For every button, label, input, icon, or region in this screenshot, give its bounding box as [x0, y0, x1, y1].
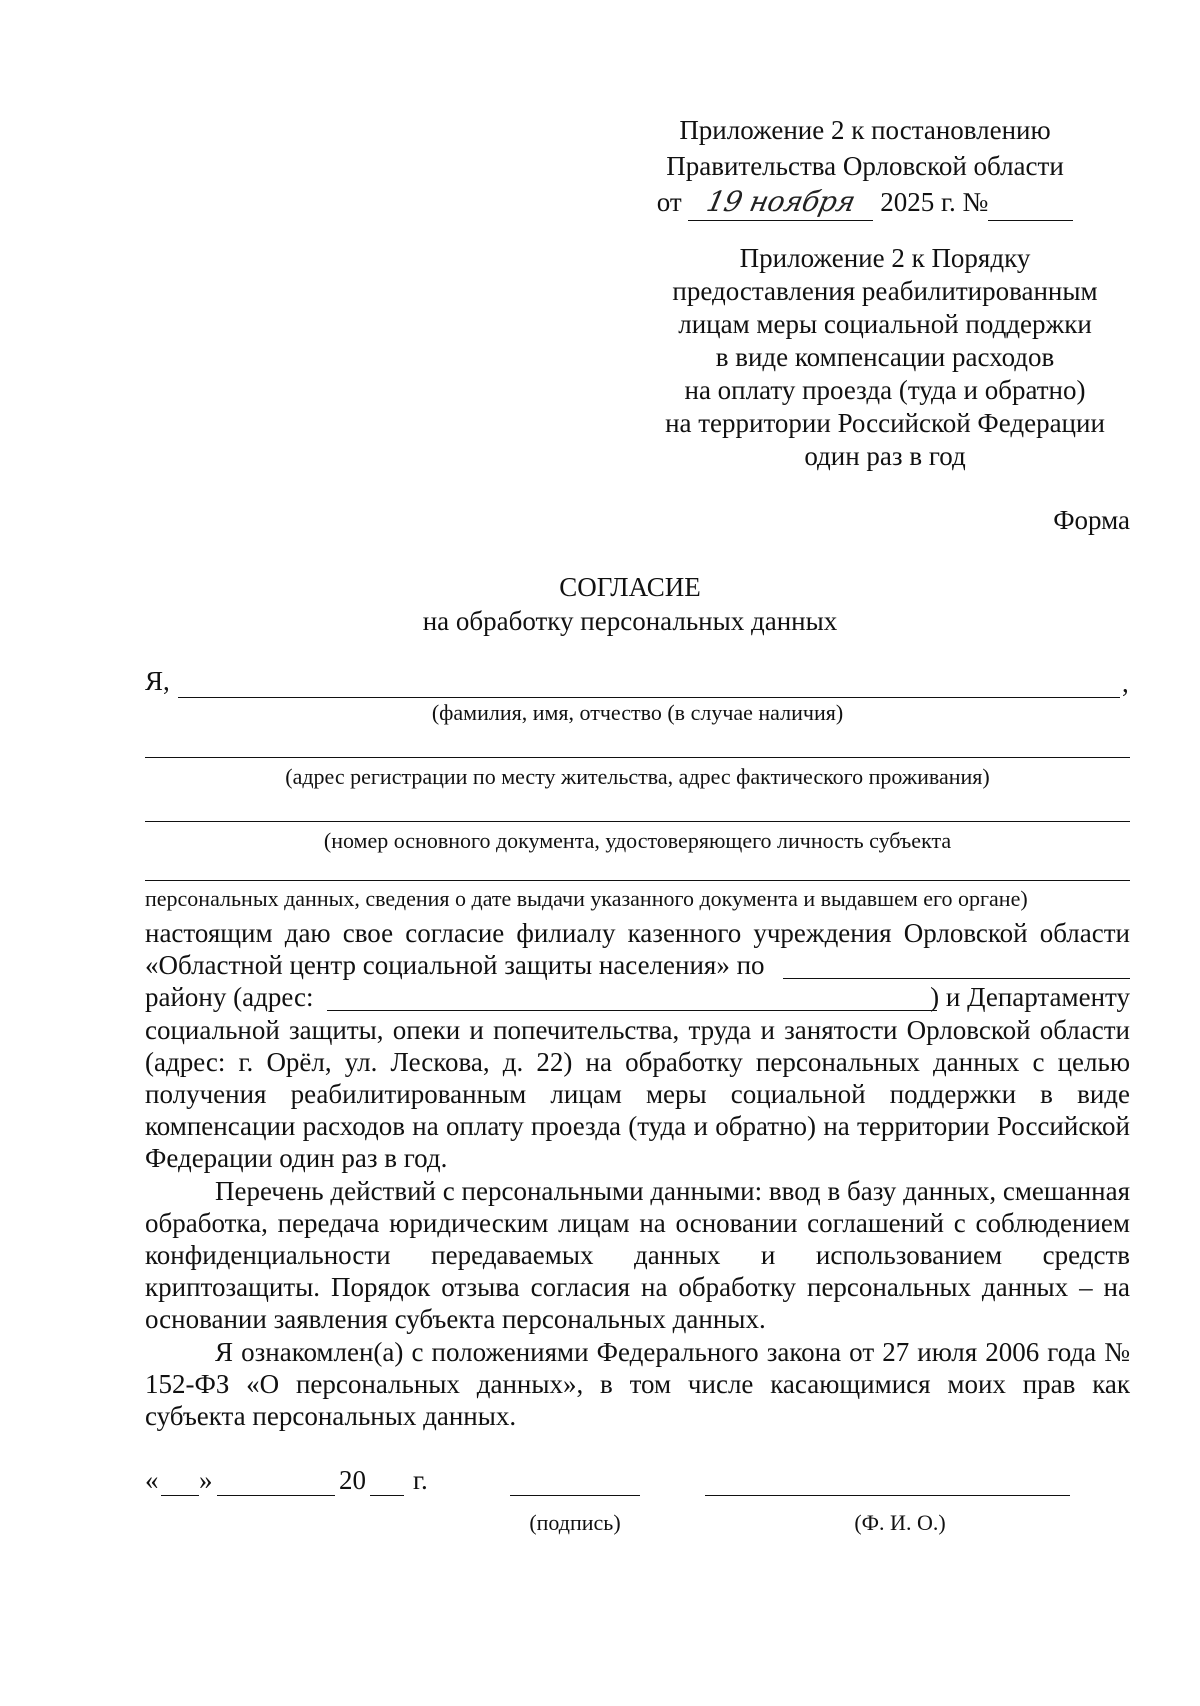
procedure-line: на территории Российской Федерации: [665, 408, 1105, 438]
date-suffix: 2025 г. №: [880, 187, 989, 217]
signature-caption: (подпись): [529, 1510, 621, 1535]
fio-input-line[interactable]: [178, 697, 1120, 698]
year-suffix: г.: [413, 1465, 428, 1495]
signature-row: [145, 1465, 1130, 1505]
day-input-line[interactable]: [161, 1495, 199, 1496]
document-caption-2: персональных данных, сведения о дате выдачи указанного документа и выдавшем его органе): [145, 886, 1028, 911]
form-label: Форма: [1053, 505, 1130, 535]
ya-label: Я,: [145, 666, 170, 696]
year-prefix: 20: [339, 1465, 366, 1495]
date-open-quote: «: [145, 1465, 159, 1495]
appendix-line-2: Правительства Орловской области: [666, 151, 1064, 181]
procedure-line: один раз в год: [804, 441, 966, 471]
year-input-line[interactable]: [370, 1495, 404, 1496]
month-input-line[interactable]: [217, 1495, 335, 1496]
consent-line-3: [145, 982, 1130, 1013]
document-title: [300, 570, 960, 638]
document-caption-1: (номер основного документа, удостоверяющего личность субъекта: [323, 828, 952, 853]
procedure-line: в виде компенсации расходов: [715, 342, 1055, 372]
district-input-line[interactable]: [783, 978, 1130, 979]
fio-comma: ,: [1122, 668, 1129, 698]
appendix-date-line: [640, 184, 1090, 221]
address-input-line[interactable]: [145, 757, 1130, 758]
procedure-line: предоставления реабилитированным: [672, 276, 1098, 306]
consent-line-2: [145, 950, 1130, 981]
appendix-line-1: Приложение 2 к постановлению: [679, 115, 1051, 145]
document-input-line-2[interactable]: [145, 880, 1130, 881]
date-prefix: от: [656, 187, 682, 217]
department-label: ) и Департаменту: [930, 982, 1130, 1012]
acknowledgement-paragraph: Я ознакомлен(а) с положениями Федерального закона от 27 июля 2006 года № 152-ФЗ «О персональных данных», в том числе касающимися моих прав как субъекта персональных данных.: [145, 1337, 1130, 1431]
title-main: СОГЛАСИЕ: [559, 572, 701, 602]
date-handwritten-field: [688, 184, 873, 221]
procedure-line: Приложение 2 к Порядку: [739, 243, 1031, 273]
branch-address-input-line[interactable]: [327, 1010, 937, 1011]
address-caption: (адрес регистрации по месту жительства, адрес фактического проживания): [285, 764, 990, 789]
document-input-line-1[interactable]: [145, 821, 1130, 822]
date-close-quote: »: [199, 1465, 213, 1495]
center-name: «Областной центр социальной защиты населения» по: [145, 950, 765, 980]
fio-caption: (фамилия, имя, отчество (в случае наличия): [431, 700, 844, 725]
handwritten-date: 19 ноября: [703, 185, 859, 218]
title-sub: на обработку персональных данных: [422, 606, 838, 636]
consent-paragraph: социальной защиты, опеки и попечительства, труда и занятости Орловской области (адрес: г. Орёл, ул. Лескова, д. 22) на обработку персональных данных с целью получения реабилитированным лицам меры социальной поддержки в виде компенсации расходов на оплату проезда (туда и обратно) на территории Российской Федерации один раз в год.: [145, 1015, 1130, 1173]
signature-fio-input-line[interactable]: [705, 1495, 1070, 1496]
signature-fio-caption: (Ф. И. О.): [854, 1510, 946, 1535]
number-blank: [988, 184, 1073, 221]
address-label: району (адрес:: [145, 982, 314, 1012]
procedure-line: лицам меры социальной поддержки: [678, 309, 1092, 339]
procedure-line: на оплату проезда (туда и обратно): [684, 375, 1086, 405]
signature-input-line[interactable]: [510, 1495, 640, 1496]
appendix-header: [640, 112, 1090, 221]
consent-line-1: настоящим даю свое согласие филиалу казенного учреждения Орловской области: [145, 918, 1130, 948]
procedure-header: [650, 242, 1120, 473]
actions-paragraph: Перечень действий с персональными данными: ввод в базу данных, смешанная обработка, передача юридическим лицам на основании соглашений с соблюдением конфиденциальности передаваемых данных и использованием средств криптозащиты. Порядок отзыва согласия на обработку персональных данных – на основании заявления субъекта персональных данных.: [145, 1176, 1130, 1334]
